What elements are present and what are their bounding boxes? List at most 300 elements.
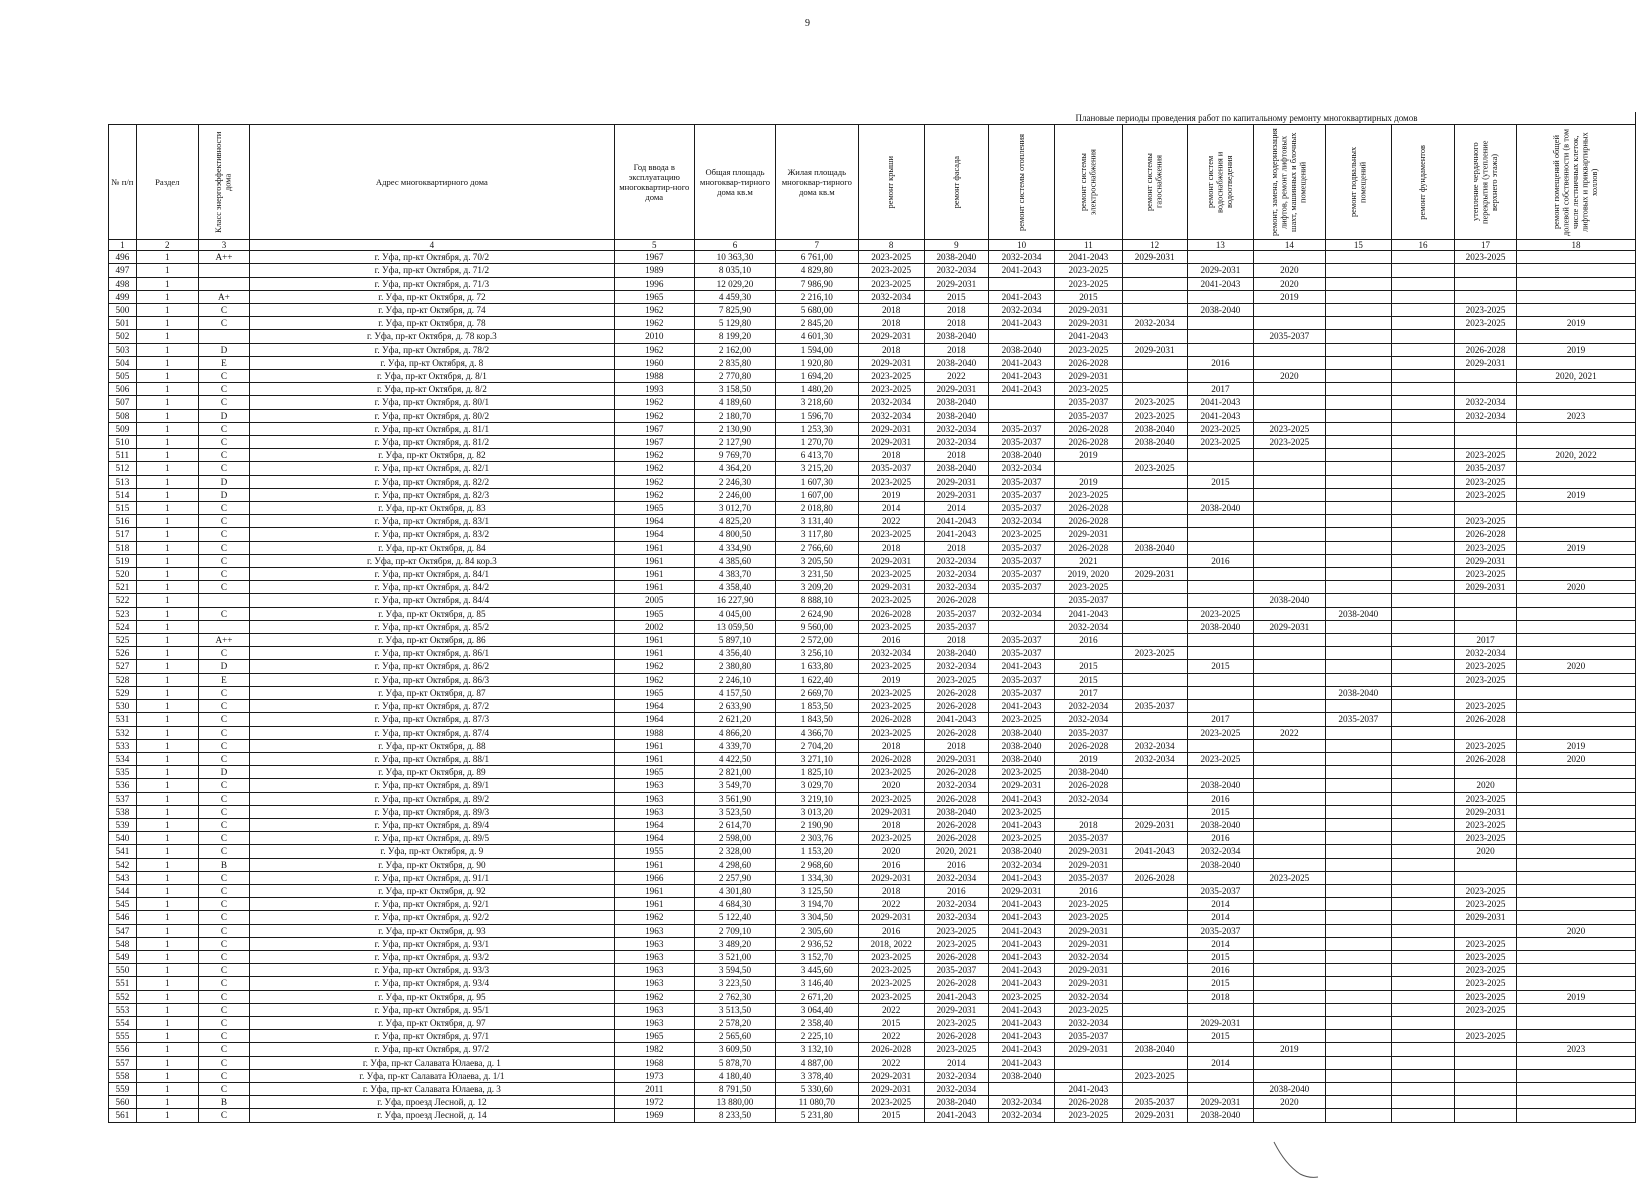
living-area: 1 694,20 — [776, 370, 858, 383]
roof-period: 2018 — [858, 449, 924, 462]
living-area: 1 853,50 — [776, 700, 858, 713]
attic-period — [1455, 1082, 1517, 1095]
year-built: 1964 — [614, 832, 694, 845]
living-area: 3 256,10 — [776, 647, 858, 660]
total-area: 8 233,50 — [694, 1109, 775, 1122]
common-area-period — [1517, 805, 1636, 818]
attic-period: 2035-2037 — [1455, 462, 1517, 475]
attic-period — [1455, 422, 1517, 435]
address: г. Уфа, пр-кт Октября, д. 84/4 — [250, 594, 615, 607]
table-row — [109, 779, 1636, 792]
year-built: 1993 — [614, 383, 694, 396]
section: 1 — [136, 686, 198, 699]
gas-period — [1122, 1030, 1187, 1043]
water-period: 2015 — [1187, 805, 1253, 818]
attic-period: 2032-2034 — [1455, 647, 1517, 660]
year-built: 1966 — [614, 871, 694, 884]
water-period — [1187, 594, 1253, 607]
roof-period: 2023-2025 — [858, 594, 924, 607]
attic-period: 2023-2025 — [1455, 964, 1517, 977]
facade-period: 2023-2025 — [924, 1043, 988, 1056]
address: г. Уфа, пр-кт Октября, д. 83 — [250, 502, 615, 515]
section: 1 — [136, 515, 198, 528]
living-area: 3 209,20 — [776, 581, 858, 594]
energy-class: A++ — [198, 634, 249, 647]
electric-period: 2026-2028 — [1055, 502, 1122, 515]
table-row — [109, 977, 1636, 990]
heating-period: 2041-2043 — [988, 871, 1054, 884]
lift-period — [1254, 779, 1326, 792]
table-row — [109, 832, 1636, 845]
basement-period — [1325, 356, 1391, 369]
foundation-period — [1391, 264, 1454, 277]
basement-period — [1325, 620, 1391, 633]
water-period — [1187, 1069, 1253, 1082]
gas-period: 2041-2043 — [1122, 845, 1187, 858]
facade-period: 2026-2028 — [924, 832, 988, 845]
electric-period — [1055, 1056, 1122, 1069]
water-period: 2015 — [1187, 950, 1253, 963]
year-built: 1988 — [614, 370, 694, 383]
address: г. Уфа, пр-кт Октября, д. 88/1 — [250, 752, 615, 765]
living-area: 1 607,30 — [776, 475, 858, 488]
table-row — [109, 845, 1636, 858]
water-period: 2014 — [1187, 937, 1253, 950]
table-row — [109, 343, 1636, 356]
water-period: 2035-2037 — [1187, 884, 1253, 897]
year-built: 1960 — [614, 356, 694, 369]
address: г. Уфа, пр-кт Октября, д. 86 — [250, 634, 615, 647]
lift-period — [1254, 739, 1326, 752]
roof-period: 2032-2034 — [858, 396, 924, 409]
column-number: 6 — [694, 240, 775, 251]
address: г. Уфа, пр-кт Октября, д. 71/3 — [250, 277, 615, 290]
year-built: 1962 — [614, 911, 694, 924]
section: 1 — [136, 264, 198, 277]
foundation-period — [1391, 924, 1454, 937]
energy-class: D — [198, 488, 249, 501]
facade-period: 2018 — [924, 449, 988, 462]
roof-period: 2032-2034 — [858, 290, 924, 303]
table-row — [109, 792, 1636, 805]
roof-period: 2018 — [858, 304, 924, 317]
water-period: 2041-2043 — [1187, 409, 1253, 422]
energy-class: C — [198, 647, 249, 660]
table-row — [109, 251, 1636, 264]
attic-period: 2023-2025 — [1455, 673, 1517, 686]
section: 1 — [136, 937, 198, 950]
heating-period: 2041-2043 — [988, 700, 1054, 713]
lift-period — [1254, 383, 1326, 396]
row-number: 538 — [109, 805, 137, 818]
column-number: 12 — [1122, 240, 1187, 251]
total-area: 3 489,20 — [694, 937, 775, 950]
roof-period: 2015 — [858, 1109, 924, 1122]
address: г. Уфа, пр-кт Октября, д. 93/1 — [250, 937, 615, 950]
electric-period: 2015 — [1055, 290, 1122, 303]
heating-period: 2029-2031 — [988, 779, 1054, 792]
total-area: 4 045,00 — [694, 607, 775, 620]
electric-period: 2026-2028 — [1055, 1096, 1122, 1109]
total-area: 2 246,10 — [694, 673, 775, 686]
year-built: 1963 — [614, 779, 694, 792]
basement-period — [1325, 752, 1391, 765]
electric-period: 2035-2037 — [1055, 1030, 1122, 1043]
year-built: 1964 — [614, 528, 694, 541]
basement-period — [1325, 277, 1391, 290]
total-area: 2 709,10 — [694, 924, 775, 937]
foundation-period — [1391, 607, 1454, 620]
gas-period: 2023-2025 — [1122, 462, 1187, 475]
total-area: 2 621,20 — [694, 713, 775, 726]
energy-class: C — [198, 1109, 249, 1122]
common-area-period — [1517, 964, 1636, 977]
address: г. Уфа, пр-кт Октября, д. 93 — [250, 924, 615, 937]
table-row — [109, 1109, 1636, 1122]
common-area-period: 2023 — [1517, 1043, 1636, 1056]
foundation-period — [1391, 990, 1454, 1003]
column-number: 18 — [1517, 240, 1636, 251]
energy-class: C — [198, 964, 249, 977]
facade-period: 2038-2040 — [924, 356, 988, 369]
water-period: 2041-2043 — [1187, 277, 1253, 290]
roof-period: 2029-2031 — [858, 871, 924, 884]
facade-period: 2032-2034 — [924, 436, 988, 449]
basement-period — [1325, 950, 1391, 963]
foundation-period — [1391, 1082, 1454, 1095]
electric-period: 2041-2043 — [1055, 251, 1122, 264]
row-number: 517 — [109, 528, 137, 541]
total-area: 3 549,70 — [694, 779, 775, 792]
row-number: 516 — [109, 515, 137, 528]
table-row — [109, 317, 1636, 330]
heating-period: 2023-2025 — [988, 990, 1054, 1003]
section: 1 — [136, 330, 198, 343]
energy-class: C — [198, 805, 249, 818]
water-period: 2023-2025 — [1187, 422, 1253, 435]
common-area-period: 2020 — [1517, 660, 1636, 673]
water-period: 2015 — [1187, 475, 1253, 488]
energy-class: C — [198, 515, 249, 528]
living-area: 7 986,90 — [776, 277, 858, 290]
lift-period — [1254, 1016, 1326, 1029]
section: 1 — [136, 343, 198, 356]
facade-period: 2023-2025 — [924, 673, 988, 686]
section: 1 — [136, 383, 198, 396]
section: 1 — [136, 396, 198, 409]
gas-period — [1122, 884, 1187, 897]
energy-class: C — [198, 898, 249, 911]
energy-class: C — [198, 779, 249, 792]
section: 1 — [136, 370, 198, 383]
foundation-period — [1391, 898, 1454, 911]
electric-period: 2032-2034 — [1055, 713, 1122, 726]
common-area-period — [1517, 436, 1636, 449]
electric-period: 2023-2025 — [1055, 1109, 1122, 1122]
section: 1 — [136, 502, 198, 515]
section: 1 — [136, 660, 198, 673]
common-area-period: 2020, 2022 — [1517, 449, 1636, 462]
basement-period — [1325, 726, 1391, 739]
year-built: 1961 — [614, 884, 694, 897]
living-area: 1 253,30 — [776, 422, 858, 435]
section: 1 — [136, 898, 198, 911]
basement-period: 2038-2040 — [1325, 686, 1391, 699]
lift-period — [1254, 937, 1326, 950]
address: г. Уфа, пр-кт Октября, д. 87/3 — [250, 713, 615, 726]
water-period — [1187, 290, 1253, 303]
basement-period — [1325, 581, 1391, 594]
basement-period — [1325, 449, 1391, 462]
living-area: 3 219,10 — [776, 792, 858, 805]
heating-period: 2041-2043 — [988, 1003, 1054, 1016]
common-area-period — [1517, 673, 1636, 686]
basement-period — [1325, 898, 1391, 911]
section: 1 — [136, 554, 198, 567]
gas-period — [1122, 1082, 1187, 1095]
roof-period: 2018 — [858, 343, 924, 356]
row-number: 509 — [109, 422, 137, 435]
attic-period — [1455, 277, 1517, 290]
basement-period — [1325, 475, 1391, 488]
year-built: 1965 — [614, 502, 694, 515]
year-built: 1964 — [614, 818, 694, 831]
address: г. Уфа, пр-кт Октября, д. 81/2 — [250, 436, 615, 449]
attic-period — [1455, 871, 1517, 884]
foundation-period — [1391, 739, 1454, 752]
heating-period: 2032-2034 — [988, 251, 1054, 264]
section: 1 — [136, 1043, 198, 1056]
section: 1 — [136, 977, 198, 990]
facade-period: 2032-2034 — [924, 568, 988, 581]
row-number: 498 — [109, 277, 137, 290]
basement-period — [1325, 1016, 1391, 1029]
section: 1 — [136, 964, 198, 977]
foundation-period — [1391, 805, 1454, 818]
table-row — [109, 805, 1636, 818]
gas-period — [1122, 977, 1187, 990]
section: 1 — [136, 290, 198, 303]
common-area-period — [1517, 383, 1636, 396]
energy-class: C — [198, 1016, 249, 1029]
attic-period — [1455, 1043, 1517, 1056]
attic-period: 2023-2025 — [1455, 937, 1517, 950]
lift-period: 2035-2037 — [1254, 330, 1326, 343]
total-area: 4 301,80 — [694, 884, 775, 897]
total-area: 2 246,30 — [694, 475, 775, 488]
living-area: 1 153,20 — [776, 845, 858, 858]
foundation-period — [1391, 726, 1454, 739]
electric-period: 2023-2025 — [1055, 581, 1122, 594]
section: 1 — [136, 462, 198, 475]
common-area-period — [1517, 713, 1636, 726]
basement-period — [1325, 330, 1391, 343]
address: г. Уфа, пр-кт Октября, д. 88 — [250, 739, 615, 752]
section: 1 — [136, 647, 198, 660]
table-row — [109, 647, 1636, 660]
year-built: 1961 — [614, 541, 694, 554]
year-built: 1962 — [614, 409, 694, 422]
basement-period — [1325, 343, 1391, 356]
total-area: 2 130,90 — [694, 422, 775, 435]
roof-period: 2023-2025 — [858, 700, 924, 713]
water-period: 2038-2040 — [1187, 818, 1253, 831]
heating-period: 2035-2037 — [988, 475, 1054, 488]
gas-period — [1122, 277, 1187, 290]
attic-period: 2023-2025 — [1455, 488, 1517, 501]
section: 1 — [136, 713, 198, 726]
common-area-period — [1517, 1016, 1636, 1029]
year-built: 1955 — [614, 845, 694, 858]
address: г. Уфа, пр-кт Октября, д. 83/2 — [250, 528, 615, 541]
foundation-period — [1391, 581, 1454, 594]
header-heating: ремонт системы отопления — [988, 125, 1054, 240]
water-period: 2016 — [1187, 832, 1253, 845]
electric-period: 2026-2028 — [1055, 422, 1122, 435]
electric-period: 2035-2037 — [1055, 396, 1122, 409]
table-row — [109, 422, 1636, 435]
heating-period: 2041-2043 — [988, 1016, 1054, 1029]
electric-period: 2041-2043 — [1055, 1082, 1122, 1095]
row-number: 550 — [109, 964, 137, 977]
water-period: 2015 — [1187, 1030, 1253, 1043]
heating-period: 2035-2037 — [988, 436, 1054, 449]
energy-class: B — [198, 1096, 249, 1109]
column-number: 11 — [1055, 240, 1122, 251]
electric-period: 2019 — [1055, 475, 1122, 488]
lift-period — [1254, 911, 1326, 924]
attic-period — [1455, 1109, 1517, 1122]
lift-period — [1254, 1030, 1326, 1043]
column-number: 14 — [1254, 240, 1326, 251]
total-area: 2 180,70 — [694, 409, 775, 422]
roof-period: 2029-2031 — [858, 581, 924, 594]
roof-period: 2023-2025 — [858, 977, 924, 990]
water-period — [1187, 515, 1253, 528]
address: г. Уфа, пр-кт Октября, д. 89/5 — [250, 832, 615, 845]
year-built: 1964 — [614, 700, 694, 713]
energy-class: C — [198, 924, 249, 937]
address: г. Уфа, пр-кт Октября, д. 95 — [250, 990, 615, 1003]
roof-period: 2023-2025 — [858, 1096, 924, 1109]
total-area: 4 684,30 — [694, 898, 775, 911]
column-number: 8 — [858, 240, 924, 251]
lift-period — [1254, 356, 1326, 369]
electric-period: 2032-2034 — [1055, 1016, 1122, 1029]
total-area: 2 380,80 — [694, 660, 775, 673]
address: г. Уфа, пр-кт Октября, д. 87/4 — [250, 726, 615, 739]
gas-period — [1122, 964, 1187, 977]
address: г. Уфа, пр-кт Октября, д. 8/1 — [250, 370, 615, 383]
energy-class — [198, 264, 249, 277]
attic-period: 2029-2031 — [1455, 911, 1517, 924]
foundation-period — [1391, 317, 1454, 330]
heating-period: 2038-2040 — [988, 845, 1054, 858]
facade-period: 2018 — [924, 541, 988, 554]
year-built: 1962 — [614, 475, 694, 488]
foundation-period — [1391, 290, 1454, 303]
electric-period — [1055, 462, 1122, 475]
table-row — [109, 700, 1636, 713]
table-row — [109, 924, 1636, 937]
total-area: 4 189,60 — [694, 396, 775, 409]
section: 1 — [136, 317, 198, 330]
gas-period — [1122, 594, 1187, 607]
water-period: 2038-2040 — [1187, 1109, 1253, 1122]
electric-period: 2029-2031 — [1055, 858, 1122, 871]
common-area-period: 2020 — [1517, 752, 1636, 765]
energy-class: C — [198, 1056, 249, 1069]
water-period: 2038-2040 — [1187, 779, 1253, 792]
section: 1 — [136, 594, 198, 607]
table-row — [109, 264, 1636, 277]
lift-period — [1254, 858, 1326, 871]
living-area: 3 146,40 — [776, 977, 858, 990]
energy-class: A++ — [198, 251, 249, 264]
facade-period: 2026-2028 — [924, 977, 988, 990]
section: 1 — [136, 779, 198, 792]
foundation-period — [1391, 330, 1454, 343]
gas-period — [1122, 660, 1187, 673]
gas-period — [1122, 330, 1187, 343]
basement-period — [1325, 977, 1391, 990]
living-area: 2 704,20 — [776, 739, 858, 752]
electric-period: 2035-2037 — [1055, 409, 1122, 422]
electric-period: 2017 — [1055, 686, 1122, 699]
common-area-period — [1517, 1069, 1636, 1082]
foundation-period — [1391, 752, 1454, 765]
total-area: 2 762,30 — [694, 990, 775, 1003]
water-period — [1187, 528, 1253, 541]
address: г. Уфа, пр-кт Октября, д. 97 — [250, 1016, 615, 1029]
roof-period: 2015 — [858, 1016, 924, 1029]
living-area: 4 366,70 — [776, 726, 858, 739]
gas-period — [1122, 528, 1187, 541]
water-period: 2023-2025 — [1187, 436, 1253, 449]
facade-period: 2032-2034 — [924, 898, 988, 911]
roof-period: 2026-2028 — [858, 752, 924, 765]
roof-period: 2023-2025 — [858, 370, 924, 383]
address: г. Уфа, пр-кт Октября, д. 89/1 — [250, 779, 615, 792]
heating-period: 2032-2034 — [988, 304, 1054, 317]
foundation-period — [1391, 766, 1454, 779]
address: г. Уфа, пр-кт Октября, д. 9 — [250, 845, 615, 858]
table-row — [109, 436, 1636, 449]
year-built: 1965 — [614, 686, 694, 699]
water-period — [1187, 330, 1253, 343]
address: г. Уфа, пр-кт Октября, д. 92 — [250, 884, 615, 897]
electric-period — [1055, 1069, 1122, 1082]
table-row — [109, 449, 1636, 462]
attic-period: 2026-2028 — [1455, 752, 1517, 765]
attic-period: 2032-2034 — [1455, 396, 1517, 409]
roof-period: 2018 — [858, 739, 924, 752]
energy-class: C — [198, 726, 249, 739]
energy-class: C — [198, 462, 249, 475]
facade-period: 2026-2028 — [924, 818, 988, 831]
row-number: 535 — [109, 766, 137, 779]
gas-period: 2032-2034 — [1122, 752, 1187, 765]
water-period: 2032-2034 — [1187, 845, 1253, 858]
section: 1 — [136, 634, 198, 647]
gas-period — [1122, 990, 1187, 1003]
address: г. Уфа, пр-кт Октября, д. 92/1 — [250, 898, 615, 911]
total-area: 5 129,80 — [694, 317, 775, 330]
year-built: 1963 — [614, 792, 694, 805]
total-area: 2 614,70 — [694, 818, 775, 831]
common-area-period — [1517, 607, 1636, 620]
gas-period — [1122, 370, 1187, 383]
